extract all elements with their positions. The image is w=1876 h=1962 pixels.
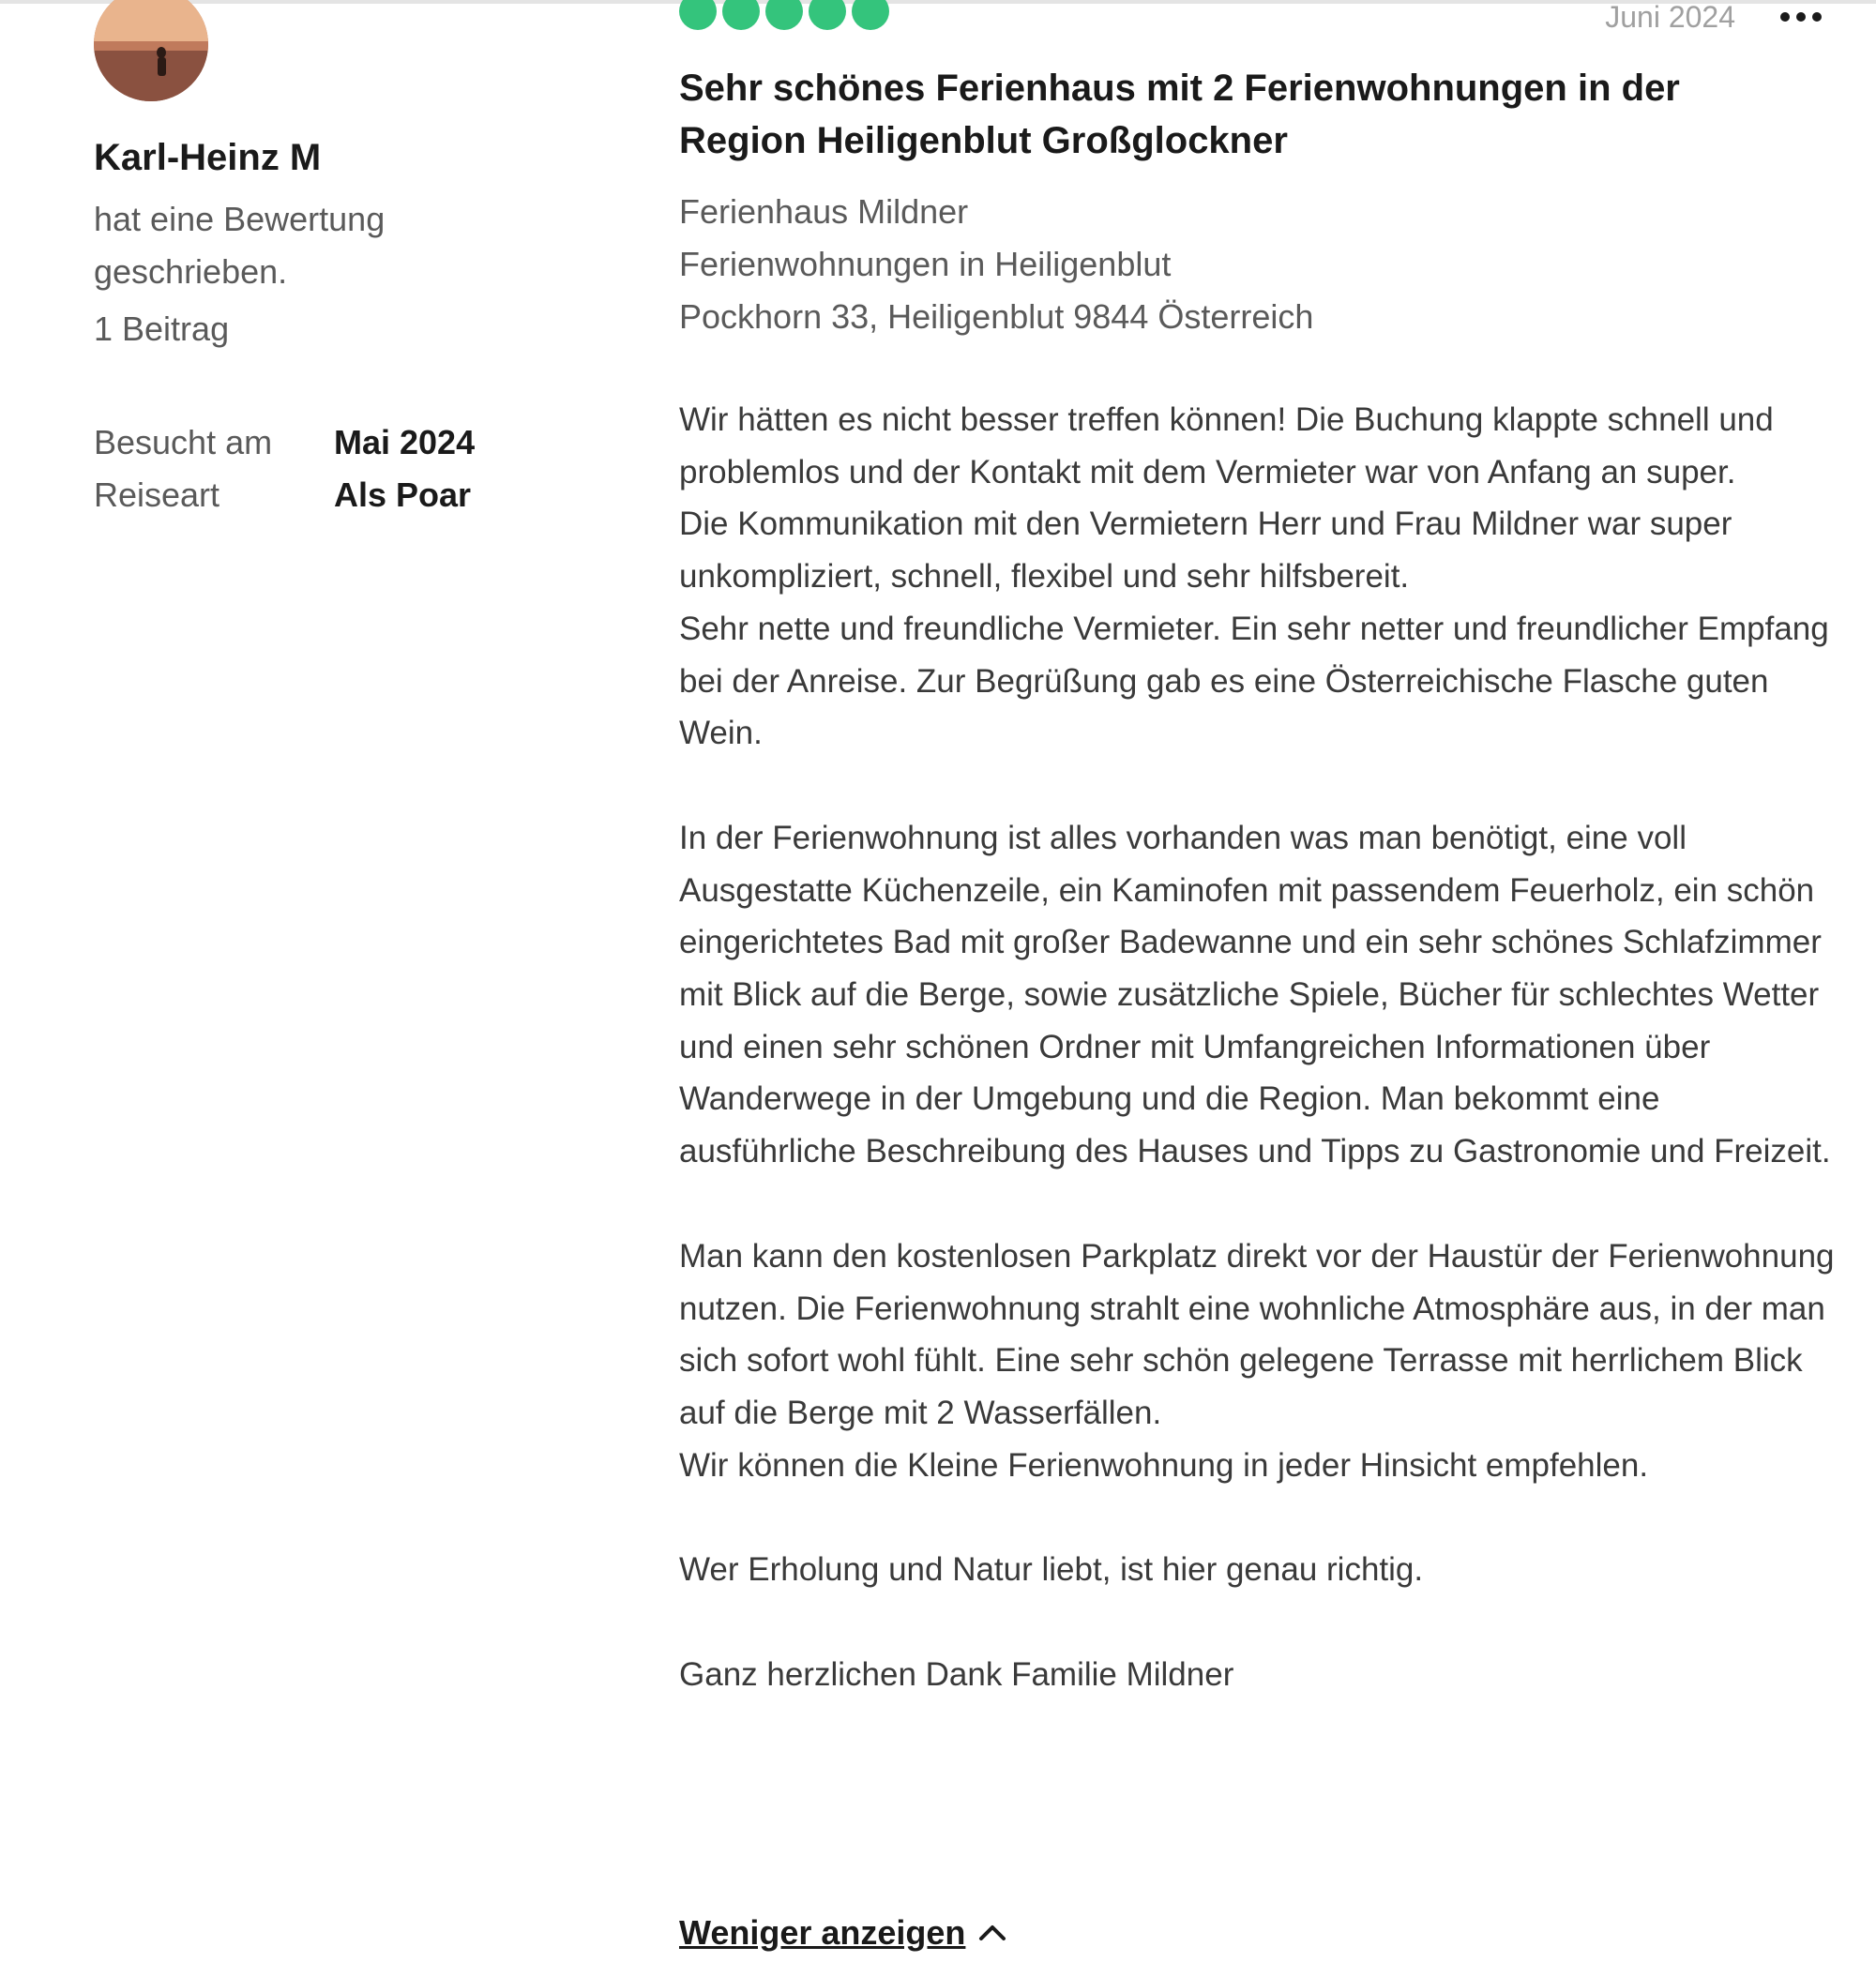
avatar-photo [94, 0, 208, 101]
visited-row [94, 416, 475, 469]
review-action-text: hat eine Bewertung geschrieben. [94, 200, 386, 291]
avatar[interactable] [94, 0, 208, 101]
review-text [679, 394, 1842, 1754]
review-date: Juni 2024 [1605, 0, 1735, 34]
trip-type-label: Reiseart [94, 475, 220, 514]
rating-bubble [852, 0, 889, 30]
reviewer-name[interactable]: Karl-Heinz M [94, 137, 322, 178]
review-paragraph [679, 1230, 1842, 1492]
visited-value: Mai 2024 [334, 423, 476, 461]
rating-bubble [722, 0, 760, 30]
rating-bubble [679, 0, 717, 30]
trip-type-value: Als Poar [334, 475, 472, 514]
show-less-button[interactable] [679, 1913, 1006, 1953]
review-sentence: Die Kommunikation mit den Vermietern Herr und Frau Mildner war super unkompliziert, schnell, flexibel und sehr hilfsbereit. [679, 506, 1732, 596]
review-paragraph: Ganz herzlichen Dank Familie Mildner [679, 1656, 1234, 1694]
top-divider [0, 0, 1876, 4]
more-options-button[interactable] [1773, 0, 1829, 34]
chevron-up-icon [978, 1924, 1006, 1942]
rating-bubble [809, 0, 846, 30]
property-address: Pockhorn 33, Heiligenblut 9844 Österreich [679, 297, 1314, 336]
review-title[interactable]: Sehr schönes Ferienhaus mit 2 Ferienwohnungen in der Region Heiligenblut Großglockner [679, 68, 1680, 161]
visited-label: Besucht am [94, 423, 273, 461]
review-sentence: Wir können die Kleine Ferienwohnung in jeder Hinsicht empfehlen. [679, 1446, 1649, 1484]
review-paragraph: In der Ferienwohnung ist alles vorhanden was man benötigt, eine voll Ausgestatte Küchenzeile, ein Kaminofen mit passendem Feuerholz, ein schön eingerichtetes Bad mit großer Badewanne und ein sehr schönes Schlafzimmer mit Blick auf die Berge, sowie zusätzliche Spiele, Bücher für schlechtes Wetter und einen sehr schönen Ordner mit Umfangreichen Informationen über Wanderwege in der Umgebung und die Region. Man bekommt eine ausführliche Beschreibung des Hauses und Tipps zu Gastronomie und Freizeit. [679, 819, 1831, 1170]
rating-bubbles [679, 0, 889, 30]
review-sentence: Wir hätten es nicht besser treffen können! Die Buchung klappte schnell und problemlos und der Kontakt mit dem Vermieter war von Anfang an super. [679, 401, 1774, 490]
show-less-label: Weniger anzeigen [679, 1913, 966, 1952]
review-paragraph: Wer Erholung und Natur liebt, ist hier genau richtig. [679, 1551, 1424, 1589]
review-sentence: Man kann den kostenlosen Parkplatz direkt vor der Haustür der Ferienwohnung nutzen. Die Ferienwohnung strahlt eine wohnliche Atmosphäre aus, in der man sich sofort wohl fühlt. Eine sehr schön gelegene Terrasse mit herrlichem Blick auf die Berge mit 2 Wasserfällen. [679, 1237, 1835, 1431]
trip-meta [94, 416, 475, 521]
trip-type-row [94, 469, 475, 521]
review-paragraph [679, 394, 1842, 760]
contribution-count: 1 Beitrag [94, 309, 230, 348]
property-type: Ferienwohnungen in Heiligenblut [679, 245, 1172, 283]
review-sentence: Sehr nette und freundliche Vermieter. Ein sehr netter und freundlicher Empfang bei der Anreise. Zur Begrüßung gab es eine Österreichische Flasche guten Wein. [679, 610, 1829, 752]
property-info [679, 186, 1313, 343]
property-name[interactable]: Ferienhaus Mildner [679, 192, 969, 231]
rating-bubble [765, 0, 803, 30]
more-horizontal-icon [1778, 10, 1823, 23]
